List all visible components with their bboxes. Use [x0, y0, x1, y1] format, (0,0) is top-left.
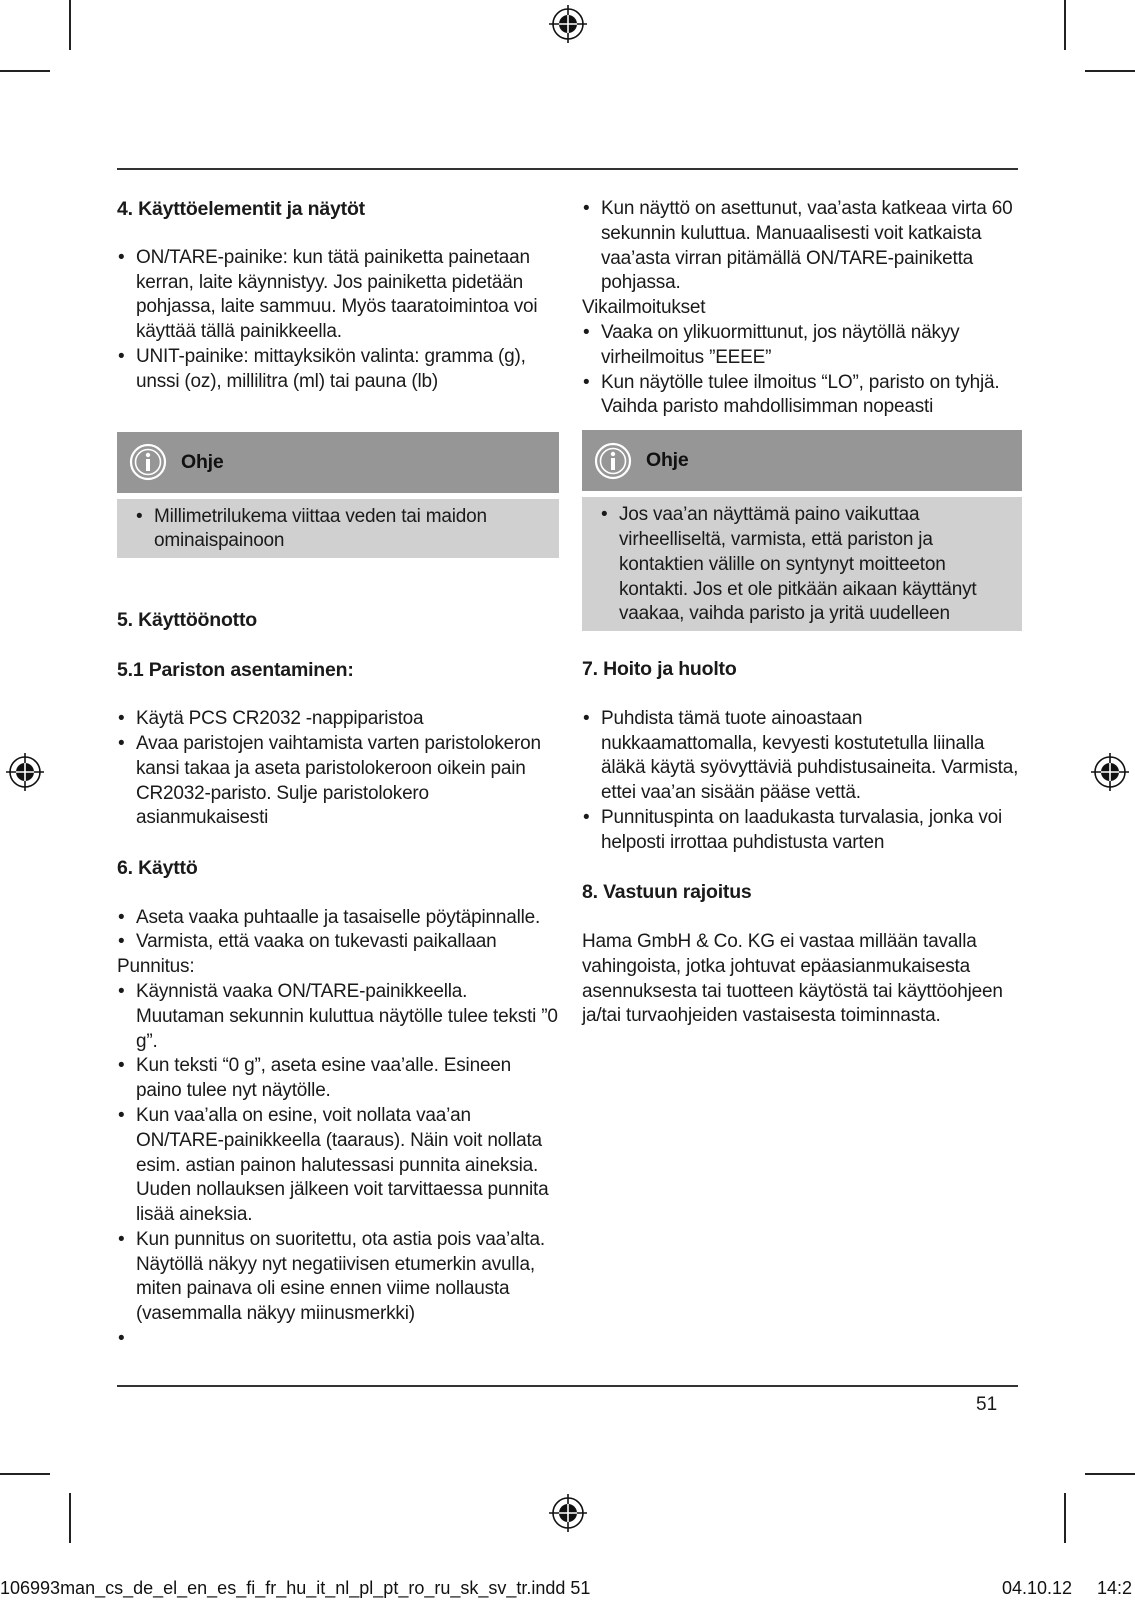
list-item: • Aseta vaaka puhtaalle ja tasaiselle pöytäpinnalle.: [117, 906, 559, 931]
crop-mark: [69, 0, 71, 50]
page-number: 51: [976, 1394, 998, 1415]
registration-mark-icon: [549, 1494, 587, 1532]
list-item: • Kun punnitus on suoritettu, ota astia pois vaa’alta. Näytöllä näkyy nyt negatiivisen etumerkin avulla, miten painava oli esine ennen viime nollausta (vasemmalla näkyy miinusmerkki): [117, 1228, 559, 1327]
footer-rule: [117, 1385, 1018, 1387]
note-header: [582, 430, 1022, 491]
crop-mark: [1064, 1493, 1066, 1543]
crop-mark: [69, 1493, 71, 1543]
list-item: [117, 1327, 559, 1352]
shutdown-list: [582, 197, 1022, 296]
list-item: • Käytä PCS CR2032 -nappiparistoa: [117, 707, 559, 732]
note-body: [117, 499, 559, 559]
list-item: • Kun vaa’alla on esine, voit nollata vaa’an ON/TARE-painikkeella (taaraus). Näin voit nollata esim. astian painon halutessasi punnita aineksia. Uuden nollauksen jälkeen voit tarvittaessa punnita lisää aineksia.: [117, 1104, 559, 1228]
note-box: [582, 430, 1022, 631]
note-label: Ohje: [646, 449, 689, 472]
section-4-title: 4. Käyttöelementit ja näytöt: [117, 198, 365, 220]
section-6-title: 6. Käyttö: [117, 856, 198, 879]
crop-mark: [1085, 1473, 1135, 1475]
list-item: • Puhdista tämä tuote ainoastaan nukkaamattomalla, kevyesti kostutetulla liinalla äläkä käytä syövyttäviä puhdistusaineita. Varmista, ettei vaa’an sisään pääse vettä.: [582, 707, 1022, 806]
section-7-list: [582, 707, 1022, 856]
list-item: • Jos vaa’an näyttämä paino vaikuttaa virheelliseltä, varmista, että pariston ja kontaktien välille on syntynyt moitteeton kontakti. Jos et ole pitkään aikaan käyttänyt vaakaa, vaihda paristo ja yritä uudelleen: [600, 503, 1008, 627]
list-item: • Punnituspinta on laadukasta turvalasia, jonka voi helposti irrottaa puhdistusta varten: [582, 806, 1022, 856]
section-5-1-list: [117, 707, 559, 831]
note-box: [117, 432, 559, 559]
errors-list: [582, 321, 1022, 420]
list-item: • Kun teksti “0 g”, aseta esine vaa’alle. Esineen paino tulee nyt näytölle.: [117, 1054, 559, 1104]
left-column: [117, 180, 559, 1352]
section-4-list: [117, 246, 559, 395]
right-column: [582, 180, 1022, 1029]
list-item: • Käynnistä vaaka ON/TARE-painikkeella. Muutaman sekunnin kuluttua näytölle tulee teksti ”0 g”.: [117, 980, 559, 1054]
registration-mark-icon: [1091, 753, 1129, 791]
section-5-1-title: 5.1 Pariston asentaminen:: [117, 658, 354, 681]
list-item: • ON/TARE-painike: kun tätä painiketta painetaan kerran, laite käynnistyy. Jos painiketta pidetään pohjassa, laite sammuu. Myös taaratoimintoa voi käyttää tällä painikkeella.: [117, 246, 559, 345]
note-body: [582, 497, 1022, 631]
list-item: • Varmista, että vaaka on tukevasti paikallaan: [117, 930, 559, 955]
list-item: • Kun näyttö on asettunut, vaa’asta katkeaa virta 60 sekunnin kuluttua. Manuaalisesti voit katkaista vaa’asta virran pitämällä ON/TARE-painiketta pohjassa.: [582, 197, 1022, 296]
list-item: • Vaaka on ylikuormittunut, jos näytöllä näkyy virheilmoitus ”EEEE”: [582, 321, 1022, 371]
registration-mark-icon: [549, 5, 587, 43]
print-footer-time: 14:2: [1097, 1578, 1133, 1598]
crop-mark: [0, 70, 50, 72]
print-footer-date: 04.10.12: [1002, 1578, 1073, 1598]
list-item: • Avaa paristojen vaihtamista varten paristolokeron kansi takaa ja aseta paristolokeroon oikein pain CR2032-paristo. Sulje paristolokero asianmukaisesti: [117, 732, 559, 831]
section-8-title: 8. Vastuun rajoitus: [582, 881, 752, 904]
print-footer-file: 106993man_cs_de_el_en_es_fi_fr_hu_it_nl_pl_pt_ro_ru_sk_sv_tr.indd 51: [0, 1578, 591, 1598]
registration-mark-icon: [6, 753, 44, 791]
note-header: [117, 432, 559, 493]
list-item: • Kun näytölle tulee ilmoitus “LO”, paristo on tyhjä. Vaihda paristo mahdollisimman nopeasti: [582, 371, 1022, 421]
section-6-list-b: [117, 980, 559, 1352]
errors-label: Vikailmoitukset: [582, 297, 706, 319]
section-5-title: 5. Käyttöönotto: [117, 609, 257, 632]
crop-mark: [0, 1473, 50, 1475]
info-icon: [129, 443, 167, 481]
note-label: Ohje: [181, 450, 224, 473]
weighing-label: Punnitus:: [117, 956, 195, 978]
section-8-text: Hama GmbH & Co. KG ei vastaa millään tavalla vahingoista, jotka johtuvat epäasianmukaisesta asennuksesta tai tuotteen käytöstä tai käyttöohjeen ja/tai turvaohjeiden vastaisesta toiminnasta.: [582, 930, 1003, 1027]
crop-mark: [1064, 0, 1066, 50]
list-item: • Millimetrilukema viittaa veden tai maidon ominaispainoon: [135, 505, 545, 555]
section-6-list-a: [117, 906, 559, 956]
list-item: • UNIT-painike: mittayksikön valinta: gramma (g), unssi (oz), millilitra (ml) tai pauna (lb): [117, 345, 559, 395]
info-icon: [594, 442, 632, 480]
header-rule: [117, 168, 1018, 170]
section-7-title: 7. Hoito ja huolto: [582, 658, 737, 681]
crop-mark: [1085, 70, 1135, 72]
